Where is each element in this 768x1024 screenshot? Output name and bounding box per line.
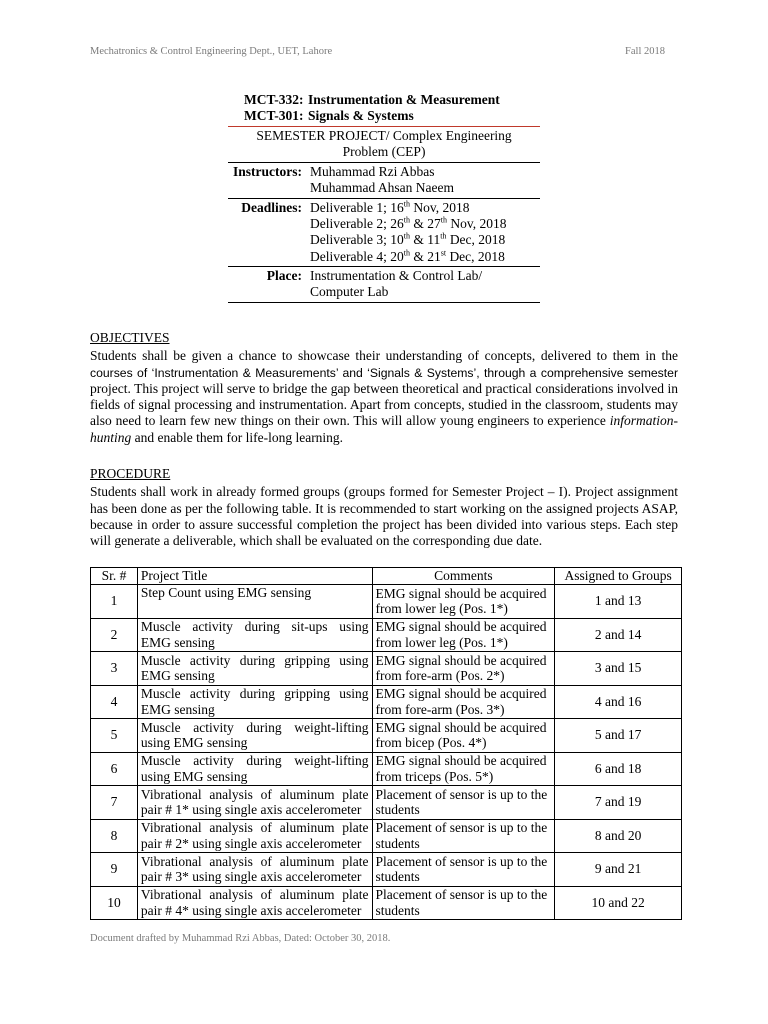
deadline-item: Deliverable 4; 20th & 21st Dec, 2018: [310, 248, 505, 264]
course-code: MCT-332:: [244, 92, 304, 107]
footer-note: Document drafted by Muhammad Rzi Abbas, Dated: October 30, 2018.: [90, 933, 391, 944]
cell-project-title: Muscle activity during sit-ups using EMG sensing: [137, 618, 372, 652]
col-header-sr: Sr. #: [91, 568, 138, 585]
cell-groups: 10 and 22: [555, 886, 682, 920]
procedure-section: [90, 466, 678, 549]
cell-sr: 7: [91, 786, 138, 820]
course-row: [228, 92, 540, 108]
objectives-paragraph: Students shall be given a chance to showcase their understanding of concepts, delivered to them in the courses of ‘Instrumentation & Measurements’ and ‘Signals & Systems’, through a comprehensive semester project. This project will serve to bridge the gap between theoretical and practical considerations involved in fields of signal processing and instrumentation. Apart from concepts, studied in the classroom, students may also need to learn few new things on their own. This will allow young engineers to experience information-hunting and enable them for life-long learning.: [90, 348, 678, 445]
course-row: [228, 108, 540, 124]
deadline-item: Deliverable 1; 16th Nov, 2018: [310, 199, 470, 215]
col-header-comments: Comments: [372, 568, 555, 585]
deadlines-list: [310, 200, 540, 265]
instructors-list: Muhammad Rzi Abbas Muhammad Ahsan Naeem: [310, 164, 454, 196]
cell-sr: 5: [91, 719, 138, 753]
cell-project-title: Vibrational analysis of aluminum plate pair # 3* using single axis accelerometer: [137, 853, 372, 887]
deadline-item: Deliverable 3; 10th & 11th Dec, 2018: [310, 231, 506, 248]
cell-sr: 1: [91, 585, 138, 619]
cell-comments: EMG signal should be acquired from lower leg (Pos. 1*): [372, 585, 555, 619]
col-header-groups: Assigned to Groups: [555, 568, 682, 585]
project-assignment-table: [90, 567, 682, 920]
table-row: [91, 585, 682, 619]
table-row: [91, 719, 682, 753]
cell-comments: EMG signal should be acquired from triceps (Pos. 5*): [372, 752, 555, 786]
cell-comments: Placement of sensor is up to the students: [372, 819, 555, 853]
instructors-label: Instructors:: [233, 164, 302, 180]
cell-groups: 2 and 14: [555, 618, 682, 652]
cell-comments: EMG signal should be acquired from bicep (Pos. 4*): [372, 719, 555, 753]
cell-sr: 9: [91, 853, 138, 887]
cell-project-title: Muscle activity during weight-lifting using EMG sensing: [137, 752, 372, 786]
cell-comments: EMG signal should be acquired from fore-arm (Pos. 3*): [372, 685, 555, 719]
place-label: Place:: [266, 267, 302, 283]
table-row: [91, 853, 682, 887]
cell-comments: EMG signal should be acquired from lower leg (Pos. 1*): [372, 618, 555, 652]
table-row: [91, 685, 682, 719]
cell-groups: 4 and 16: [555, 685, 682, 719]
place-value: Instrumentation & Control Lab/ Computer Lab: [310, 267, 483, 300]
procedure-paragraph: Students shall work in already formed groups (groups formed for Semester Project – I). Project assignment has been done as per the following table. It is recommended to start working on the assigned projects ASAP, because in order to assure successful completion the project has been divided into various steps. Each step will generate a deliverable, which shall be evaluated on the corresponding due date.: [90, 484, 678, 549]
cell-groups: 1 and 13: [555, 585, 682, 619]
table-row: [91, 886, 682, 920]
cell-comments: Placement of sensor is up to the students: [372, 853, 555, 887]
objectives-heading: OBJECTIVES: [90, 330, 170, 345]
place-row: [228, 267, 540, 303]
cell-project-title: Muscle activity during gripping using EMG sensing: [137, 652, 372, 686]
running-header-term: Fall 2018: [625, 46, 665, 57]
cell-sr: 4: [91, 685, 138, 719]
table-row: [91, 618, 682, 652]
cell-sr: 8: [91, 819, 138, 853]
course-info-block: [228, 92, 540, 303]
table-row: [91, 786, 682, 820]
procedure-heading: PROCEDURE: [90, 466, 171, 481]
cell-comments: Placement of sensor is up to the students: [372, 886, 555, 920]
table-header-row: [91, 568, 682, 585]
cell-groups: 5 and 17: [555, 719, 682, 753]
table-row: [91, 752, 682, 786]
deadlines-row: [228, 199, 540, 267]
cell-sr: 3: [91, 652, 138, 686]
deadlines-label: Deadlines:: [241, 199, 302, 215]
cell-sr: 10: [91, 886, 138, 920]
cell-project-title: Vibrational analysis of aluminum plate pair # 4* using single axis accelerometer: [137, 886, 372, 920]
cell-comments: EMG signal should be acquired from fore-arm (Pos. 2*): [372, 652, 555, 686]
col-header-title: Project Title: [137, 568, 372, 585]
table-row: [91, 819, 682, 853]
cell-project-title: Step Count using EMG sensing: [137, 585, 372, 619]
cell-groups: 9 and 21: [555, 853, 682, 887]
cell-comments: Placement of sensor is up to the students: [372, 786, 555, 820]
cell-project-title: Vibrational analysis of aluminum plate pair # 1* using single axis accelerometer: [137, 786, 372, 820]
objectives-section: [90, 330, 678, 446]
cell-groups: 7 and 19: [555, 786, 682, 820]
running-header-dept: Mechatronics & Control Engineering Dept., UET, Lahore: [90, 46, 333, 57]
deadline-item: Deliverable 2; 26th & 27th Nov, 2018: [310, 215, 507, 232]
course-code: MCT-301:: [244, 108, 304, 124]
project-title: SEMESTER PROJECT/ Complex Engineering Problem (CEP): [228, 127, 540, 164]
cell-groups: 3 and 15: [555, 652, 682, 686]
cell-sr: 6: [91, 752, 138, 786]
course-list: [228, 92, 540, 127]
cell-project-title: Muscle activity during weight-lifting using EMG sensing: [137, 719, 372, 753]
course-name: Signals & Systems: [308, 108, 414, 124]
cell-project-title: Muscle activity during gripping using EMG sensing: [137, 685, 372, 719]
cell-groups: 6 and 18: [555, 752, 682, 786]
cell-sr: 2: [91, 618, 138, 652]
cell-groups: 8 and 20: [555, 819, 682, 853]
cell-project-title: Vibrational analysis of aluminum plate pair # 2* using single axis accelerometer: [137, 819, 372, 853]
instructors-row: [228, 163, 540, 199]
table-row: [91, 652, 682, 686]
course-name: Instrumentation & Measurement: [308, 92, 500, 107]
emphasis-text: information-hunting: [90, 413, 678, 445]
